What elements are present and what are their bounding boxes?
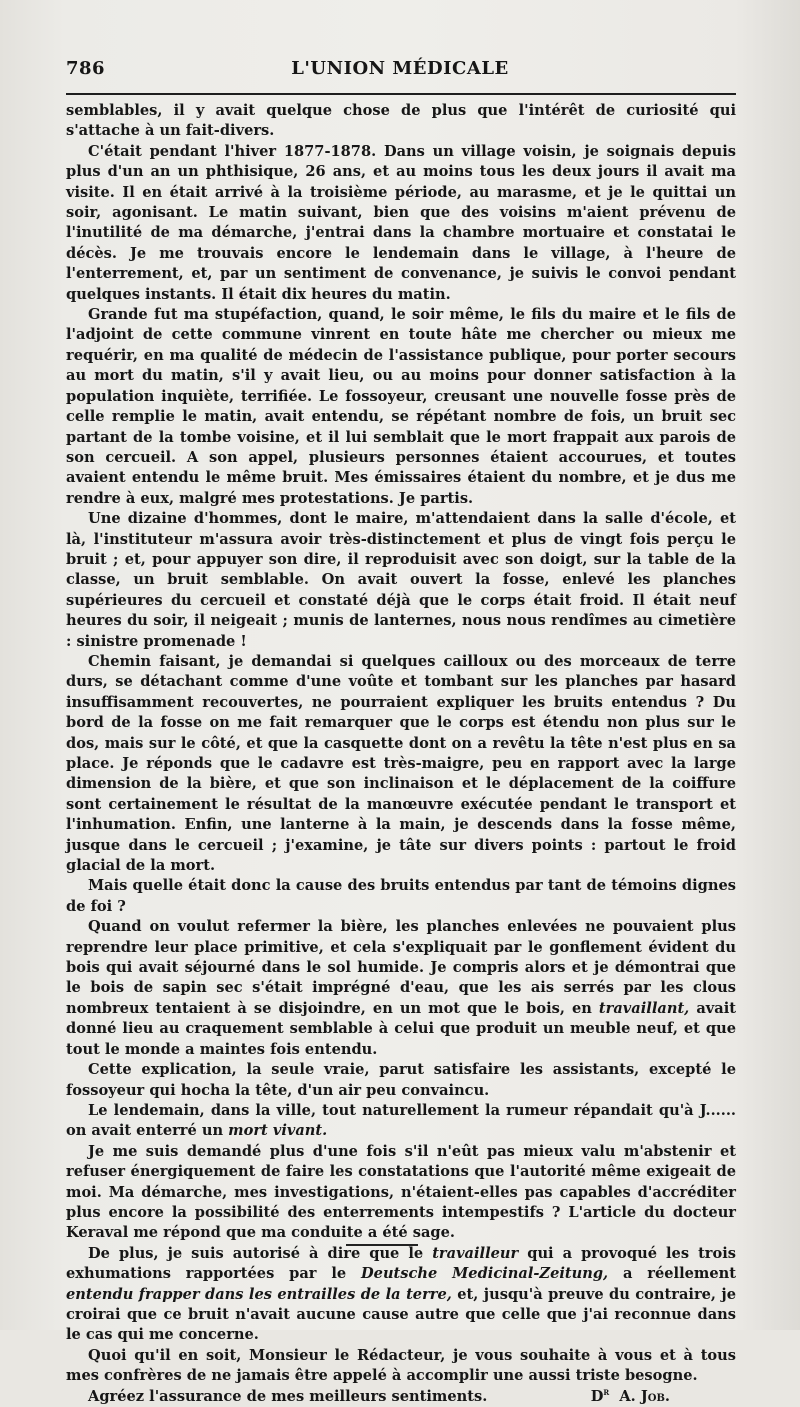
paragraph-11-part-b: qui a provoqué les trois exhumations rapportées par le: [66, 1244, 736, 1283]
paragraph-10: Je me suis demandé plus d'une fois s'il n'eût pas mieux valu m'abstenir et refuser énergiquement de faire les constatations que l'autorité même exigeait de moi. Ma démarche, mes investigations, n'étaient-elles pas capables d'accréditer plus encore la possibilité des enterrements intempestifs ? L'article du docteur Keraval me répond que ma conduite a été sage.: [66, 1142, 736, 1242]
signature: [569, 1387, 670, 1407]
paragraph-8: Cette explication, la seule vraie, parut satisfaire les assistants, excepté le fossoyeur qui hocha la tête, d'un air peu convaincu.: [66, 1061, 736, 1099]
paragraph-6: Mais quelle était donc la cause des bruits entendus par tant de témoins dignes de foi ?: [66, 877, 736, 915]
header-rule: [66, 93, 736, 95]
paragraph-9-part-a: Le lendemain, dans la ville, tout naturellement la rumeur répandait qu'à J...... on avait enterré un: [66, 1101, 736, 1140]
footer-rule: [346, 1244, 418, 1246]
emphasis-entendu-frapper: entendu frapper dans les entrailles de la terre,: [66, 1285, 452, 1303]
page-number: 786: [66, 58, 106, 79]
emphasis-deutsche-medicinal-zeitung: Deutsche Medicinal-Zeitung,: [361, 1265, 609, 1283]
paragraph-1: semblables, il y avait quelque chose de plus que l'intérêt de curiosité qui s'attache à un fait-divers.: [66, 102, 736, 140]
emphasis-travaillant: travaillant,: [598, 999, 690, 1017]
paragraph-2: C'était pendant l'hiver 1877-1878. Dans un village voisin, je soignais depuis plus d'un an un phthisique, 26 ans, et au moins tous les deux jours il avait ma visite. Il en était arrivé à la troisième période, au marasme, et je le quittai un soir, agonisant. Le matin suivant, bien que des voisins m'aient prévenu de l'inutilité de ma démarche, j'entrai dans la chambre mortuaire et constatai le décès. Je me trouvais encore le lendemain dans le village, à l'heure de l'enterrement, et, par un sentiment de convenance, je suivis le convoi pendant quelques instants. Il était dix heures du matin.: [66, 142, 736, 303]
article-body: [66, 101, 736, 1407]
signature-title-superscript: r: [603, 1386, 610, 1398]
page-header: [66, 58, 734, 86]
signature-title: D: [590, 1387, 604, 1405]
paragraph-11-part-d: et, jusqu'à preuve du contraire, je croirai que ce bruit n'avait aucune cause autre que celle que j'ai reconnue dans le cas qui me concerne.: [66, 1285, 736, 1344]
signature-name: A. Job.: [619, 1387, 670, 1405]
emphasis-travailleur: travailleur: [432, 1244, 519, 1262]
paragraph-7: [66, 917, 736, 1060]
paragraph-4: Une dizaine d'hommes, dont le maire, m'attendaient dans la salle d'école, et là, l'instituteur m'assura avoir très-distinctement et plus de vingt fois perçu le bruit ; et, pour appuyer son dire, il reproduisit avec son doigt, sur la table de la classe, un bruit semblable. On avait ouvert la fosse, enlevé les planches supérieures du cercueil et constaté déjà que le corps était froid. Il était neuf heures du soir, il neigeait ; munis de lanternes, nous nous rendîmes au cimetière : sinistre promenade !: [66, 510, 736, 650]
paragraph-11-part-a: De plus, je suis autorisé à dire que le: [88, 1244, 433, 1262]
paragraph-11: [66, 1244, 736, 1346]
paragraph-9: [66, 1101, 736, 1142]
paragraph-7-part-b: avait donné lieu au craquement semblable à celui que produit un meuble neuf, et que tout le monde a maintes fois entendu.: [66, 999, 736, 1058]
paragraph-7-part-a: Quand on voulut refermer la bière, les planches enlevées ne pouvaient plus reprendre leur place primitive, et cela s'expliquait par le gonflement évident du bois qui avait séjourné dans le sol humide. Je compris alors et je démontrai que le bois de sapin sec s'était imprégné d'eau, que les ais serrés par les clous nombreux tentaient à se disjoindre, en un mot que le bois, en: [66, 918, 736, 1017]
paragraph-11-part-c: a réellement: [608, 1265, 737, 1283]
running-title: L'UNION MÉDICALE: [291, 58, 509, 79]
closing-text: Agréez l'assurance de mes meilleurs sentiments.: [88, 1387, 488, 1405]
emphasis-mort-vivant: mort vivant.: [228, 1122, 328, 1140]
paragraph-3: Grande fut ma stupéfaction, quand, le soir même, le fils du maire et le fils de l'adjoint de cette commune vinrent en toute hâte me chercher ou mieux me requérir, en ma qualité de médecin de l'assistance publique, pour porter secours au mort du matin, s'il y avait lieu, ou au moins pour donner satisfaction à la population inquiète, terrifiée. Le fossoyeur, creusant une nouvelle fosse près de celle remplie le matin, avait entendu, se répétant nombre de fois, un bruit sec partant de la tombe voisine, et il lui semblait que le mort frappait aux parois de son cercueil. A son appel, plusieurs personnes étaient accourues, et toutes avaient entendu le même bruit. Mes émissaires étaient du nombre, et je dus me rendre à eux, malgré mes protestations. Je partis.: [66, 306, 736, 507]
paragraph-5: Chemin faisant, je demandai si quelques cailloux ou des morceaux de terre durs, se détachant comme d'une voûte et tombant sur les planches par hasard insuffisamment recouvertes, ne pourraient expliquer les bruits entendus ? Du bord de la fosse on me fait remarquer que le corps est étendu non plus sur le dos, mais sur le côté, et que la casquette dont on a revêtu la tête n'est plus en sa place. Je réponds que le cadavre est très-maigre, peu en rapport avec la large dimension de la bière, et que son inclinaison et le déplacement de la coiffure sont certainement le résultat de la manœuvre exécutée pendant le transport et l'inhumation. Enfin, une lanterne à la main, je descends dans la fosse même, jusque dans le cercueil ; j'examine, je tâte sur divers points : partout le froid glacial de la mort.: [66, 652, 736, 875]
paragraph-12: Quoi qu'il en soit, Monsieur le Rédacteur, je vous souhaite à vous et à tous mes confrères de ne jamais être appelé à accomplir une aussi triste besogne.: [66, 1346, 736, 1385]
closing-line: [66, 1387, 736, 1407]
